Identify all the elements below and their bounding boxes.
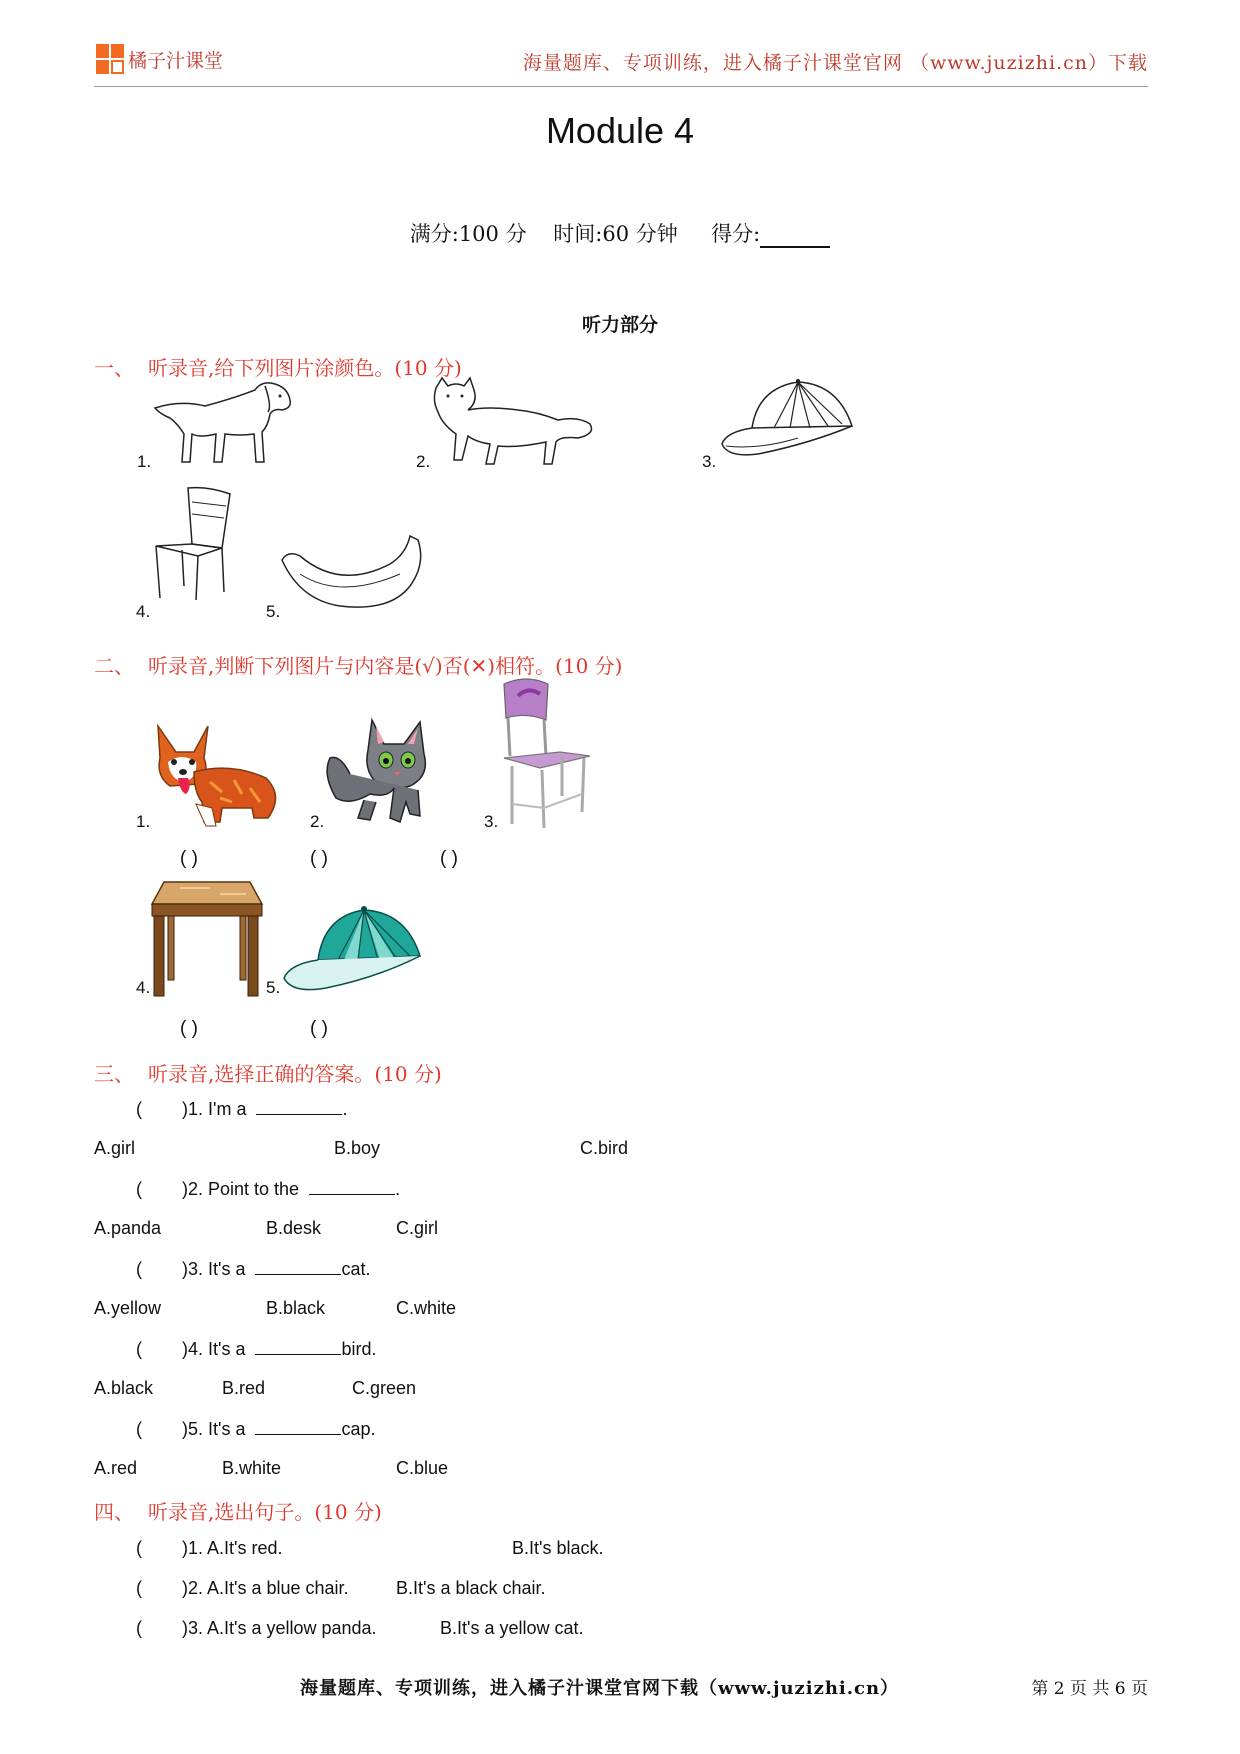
part3-q4-option-b[interactable]: B.red xyxy=(222,1378,266,1398)
part2-label-2: 2. xyxy=(310,812,325,831)
part2-label-1: 1. xyxy=(136,812,151,831)
page-title: Module 4 xyxy=(545,110,695,151)
dog-outline-image xyxy=(150,378,310,468)
part3-q2-option-b[interactable]: B.desk xyxy=(266,1218,322,1238)
grey-kitten-image xyxy=(320,714,446,830)
part4-q3-option-b[interactable]: B.It's a yellow cat. xyxy=(440,1618,584,1638)
part2-label-5: 5. xyxy=(266,978,281,997)
teal-cap-image xyxy=(282,902,422,998)
section-4-heading: 四、 听录音,选出句子。(10 分) xyxy=(94,1500,382,1524)
part4-question-3: ( )3. A.It's a yellow panda. xyxy=(136,1618,377,1638)
part1-label-3: 3. xyxy=(702,452,717,471)
corgi-dog-image xyxy=(150,722,284,830)
part3-question-2: ( )2. Point to the . xyxy=(136,1179,401,1199)
part4-question-2: ( )2. A.It's a blue chair. xyxy=(136,1578,349,1598)
section-2-heading: 二、 听录音,判断下列图片与内容是(√)否(✕)相符。(10 分) xyxy=(94,654,623,678)
part3-q1-option-b[interactable]: B.boy xyxy=(334,1138,381,1158)
score-blank xyxy=(760,228,830,248)
banana-outline-image xyxy=(280,534,430,614)
part4-q1-option-b[interactable]: B.It's black. xyxy=(512,1538,604,1558)
part3-q1-option-a[interactable]: A.girl xyxy=(94,1138,136,1158)
part2-answer-3[interactable]: ( ) xyxy=(440,848,458,869)
part3-q3-option-b[interactable]: B.black xyxy=(266,1298,326,1318)
part3-q5-option-b[interactable]: B.white xyxy=(222,1458,282,1478)
part3-question-1: ( )1. I'm a . xyxy=(136,1099,348,1119)
part3-q1-option-c[interactable]: C.bird xyxy=(580,1138,629,1158)
part1-label-4: 4. xyxy=(136,602,151,621)
part1-label-2: 2. xyxy=(416,452,431,471)
header-divider xyxy=(94,86,1148,87)
part3-q5-option-c[interactable]: C.blue xyxy=(396,1458,449,1478)
part2-answer-5[interactable]: ( ) xyxy=(310,1018,328,1039)
time-limit: 时间:60 分钟 xyxy=(553,222,678,246)
part2-answer-2[interactable]: ( ) xyxy=(310,848,328,869)
full-marks: 满分:100 分 xyxy=(409,222,527,246)
part3-q3-option-c[interactable]: C.white xyxy=(396,1298,457,1318)
part1-label-5: 5. xyxy=(266,602,281,621)
section-1-heading: 一、 听录音,给下列图片涂颜色。(10 分) xyxy=(94,356,462,380)
chair-outline-image xyxy=(152,486,242,602)
part3-q5-option-a[interactable]: A.red xyxy=(94,1458,138,1478)
listening-section-heading: 听力部分 xyxy=(581,314,658,336)
part1-label-1: 1. xyxy=(137,452,152,471)
part2-label-3: 3. xyxy=(484,812,499,831)
score-label: 得分: xyxy=(711,222,761,246)
part3-question-3: ( )3. It's a cat. xyxy=(136,1259,371,1279)
part3-question-5: ( )5. It's a cap. xyxy=(136,1419,376,1439)
purple-chair-image xyxy=(498,676,598,832)
part2-answer-4[interactable]: ( ) xyxy=(180,1018,198,1039)
brand-name: 橘子汁课堂 xyxy=(128,50,224,72)
part3-q2-option-a[interactable]: A.panda xyxy=(94,1218,162,1238)
section-3-heading: 三、 听录音,选择正确的答案。(10 分) xyxy=(94,1062,442,1086)
part3-q4-option-c[interactable]: C.green xyxy=(352,1378,417,1398)
part4-q2-option-b[interactable]: B.It's a black chair. xyxy=(396,1578,546,1598)
score-line xyxy=(0,218,1240,248)
page-number: 第 2 页 共 6 页 xyxy=(1031,1679,1148,1699)
cat-outline-image xyxy=(428,376,598,468)
part3-q3-option-a[interactable]: A.yellow xyxy=(94,1298,162,1318)
wooden-desk-image xyxy=(150,880,266,998)
brand-logo-icon xyxy=(96,44,124,74)
footer-slogan: 海量题库、专项训练，进入橘子汁课堂官网下载（www.juzizhi.cn） xyxy=(300,1678,900,1699)
cap-outline-image xyxy=(718,376,858,468)
part3-question-4: ( )4. It's a bird. xyxy=(136,1339,377,1359)
header-slogan: 海量题库、专项训练，进入橘子汁课堂官网 （www.juzizhi.cn）下载 xyxy=(522,52,1148,74)
part4-question-1: ( )1. A.It's red. xyxy=(136,1538,283,1558)
part2-answer-1[interactable]: ( ) xyxy=(180,848,198,869)
part3-q2-option-c[interactable]: C.girl xyxy=(396,1218,439,1238)
part2-label-4: 4. xyxy=(136,978,151,997)
part3-q4-option-a[interactable]: A.black xyxy=(94,1378,154,1398)
